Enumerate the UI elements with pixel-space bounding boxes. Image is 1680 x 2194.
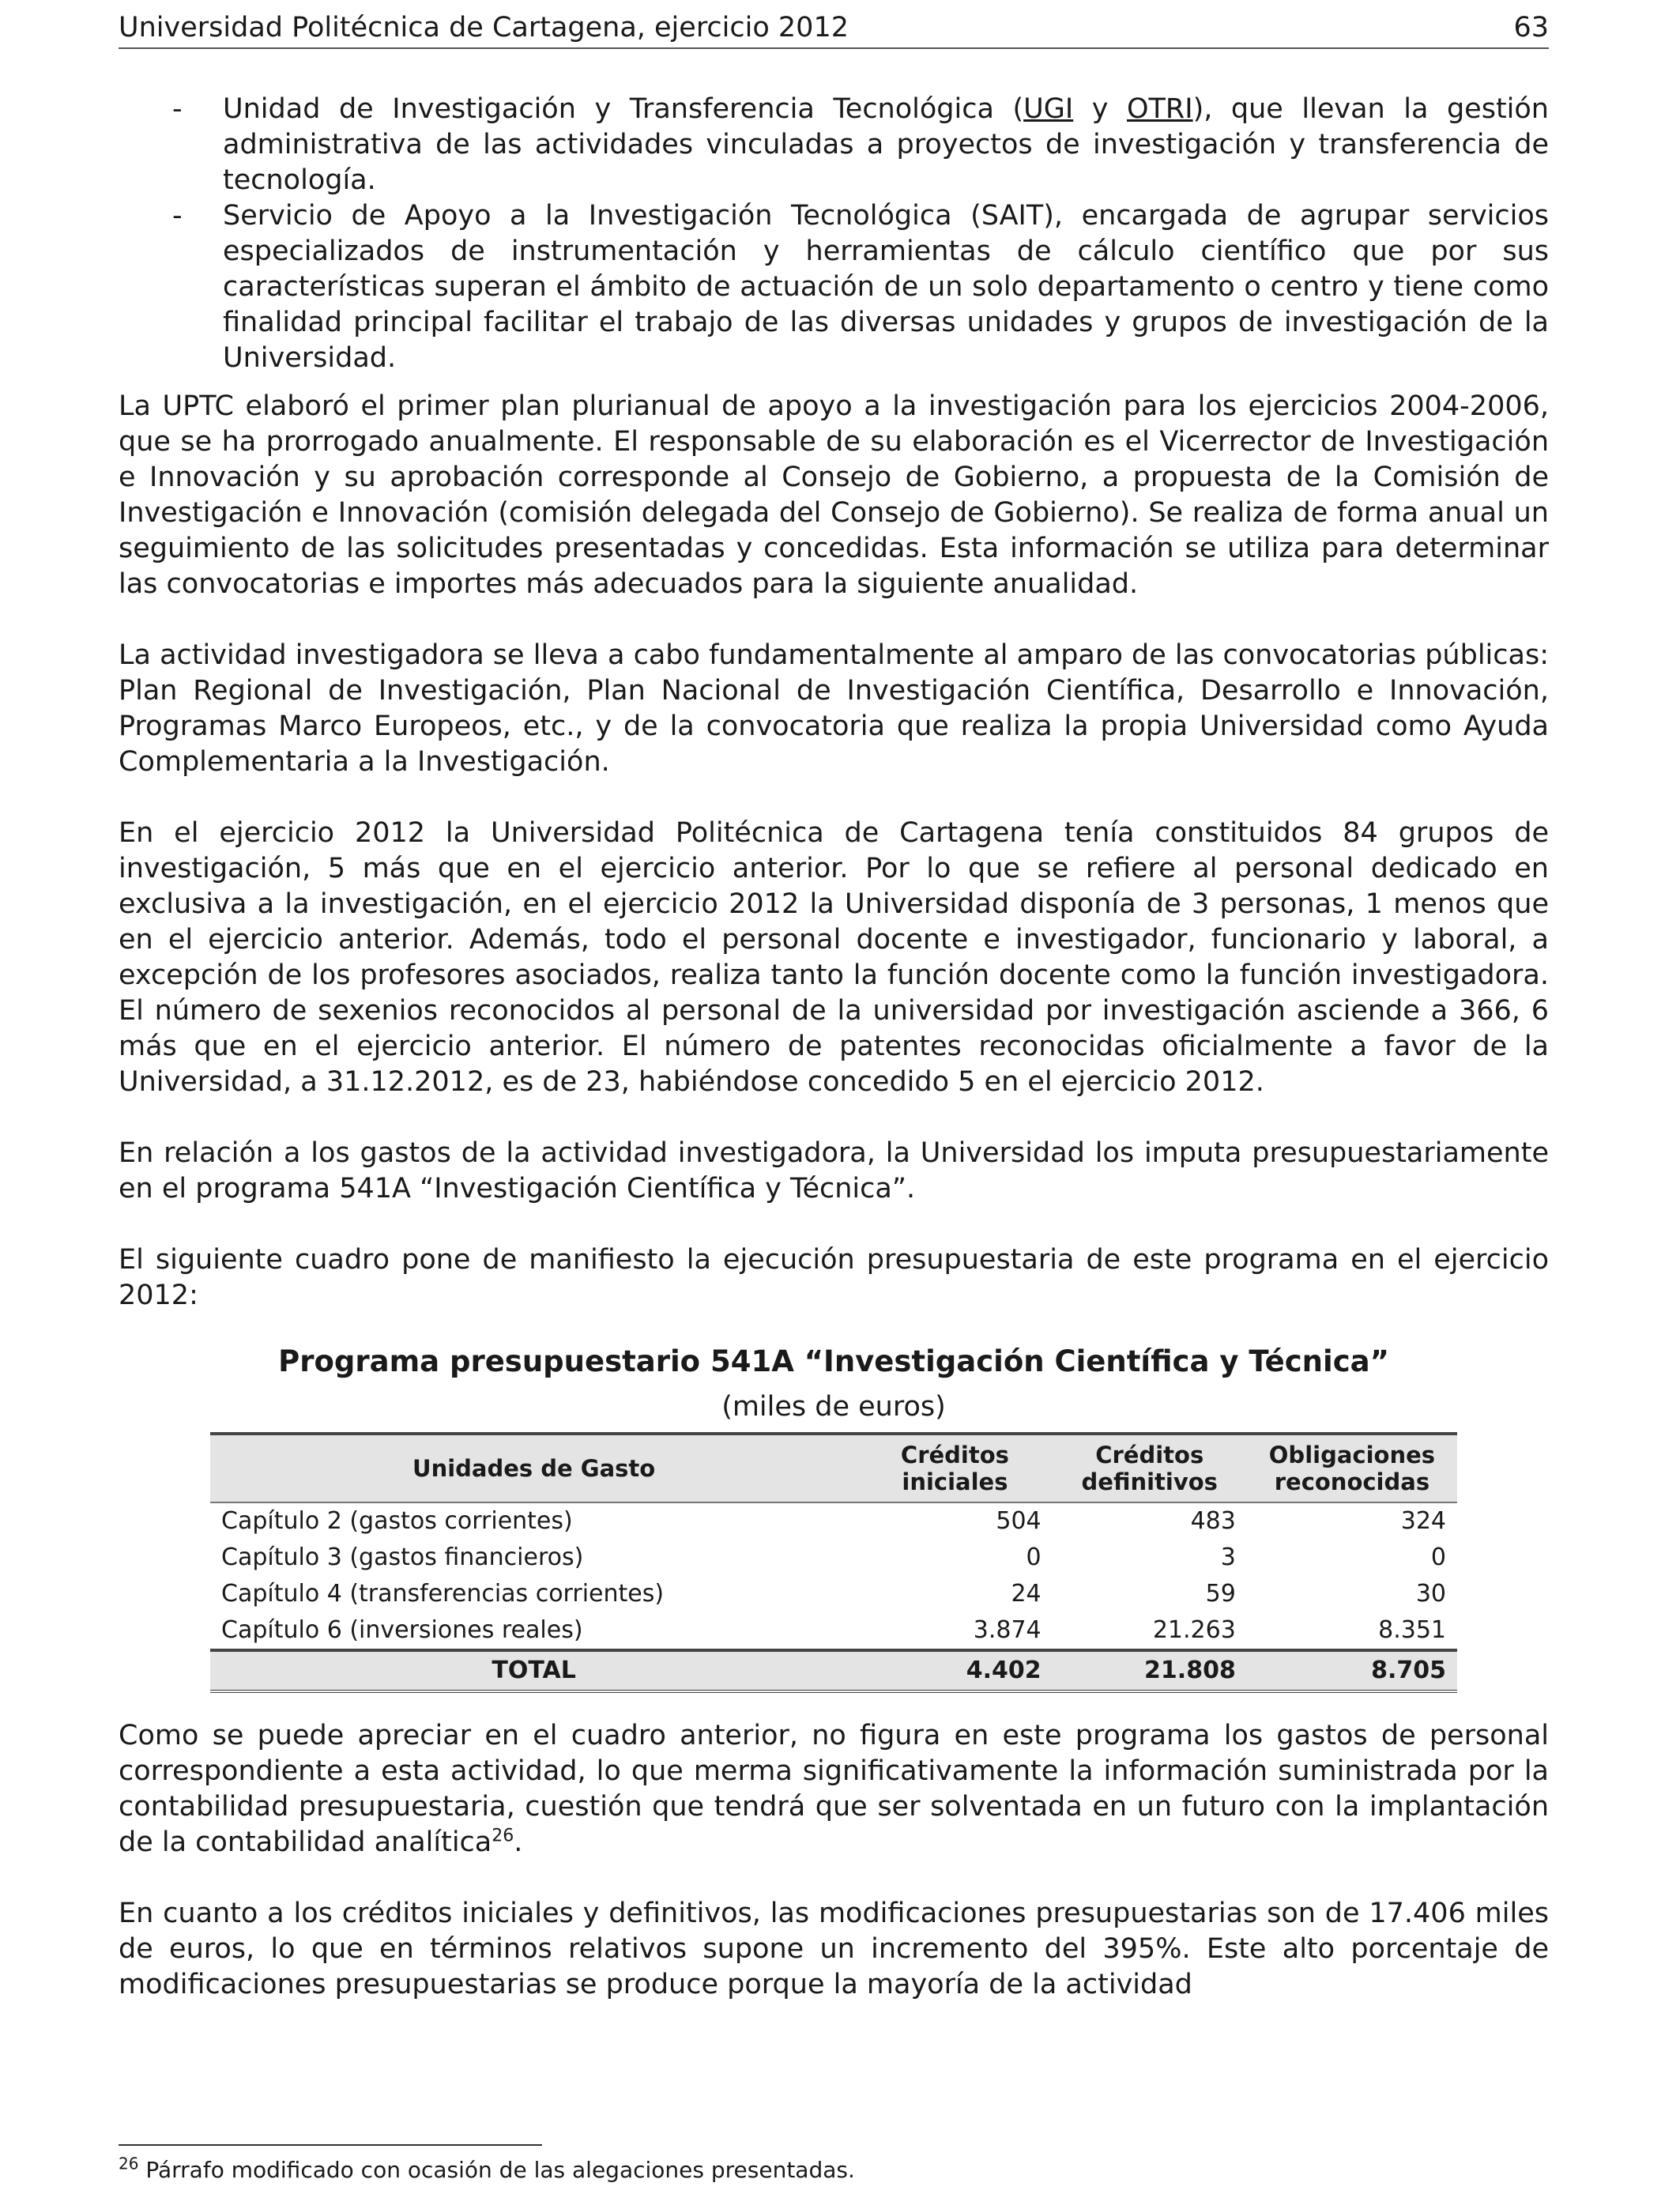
footnote-divider [119, 2144, 542, 2146]
table-row [210, 1612, 1457, 1650]
cell-value: 24 [1011, 1580, 1042, 1608]
list-item: - Servicio de Apoyo a la Investigación Tecnológica (SAIT), encargada de agrupar servicios especializados de instrumentación y herramientas de cálculo científico que por sus características superan el ámbito de actuación de un solo departamento o centro y tiene como finalidad principal facilitar el trabajo de las diversas unidades y grupos de investigación de la Universidad. [172, 200, 1549, 374]
footnote [119, 2154, 855, 2186]
cell-value: 504 [996, 1507, 1042, 1535]
row-label: Capítulo 6 (inversiones reales) [221, 1616, 583, 1644]
paragraph: El siguiente cuadro pone de manifiesto la ejecución presupuestaria de este programa en el ejercicio 2012: [119, 1244, 1549, 1311]
table-row [210, 1576, 1457, 1612]
table-row [210, 1540, 1457, 1576]
table-units: (miles de euros) [721, 1391, 946, 1423]
row-label: Capítulo 3 (gastos financieros) [221, 1544, 584, 1571]
cell-value: 8.351 [1378, 1616, 1446, 1644]
header-obligaciones: Obligaciones reconocidas [1247, 1434, 1457, 1502]
ugi-link[interactable]: UGI [1023, 93, 1074, 125]
cell-value: 324 [1400, 1507, 1446, 1535]
footnote-text: Párrafo modificado con ocasión de las alegaciones presentadas. [145, 2157, 855, 2183]
units-list [119, 92, 1549, 376]
table-row [210, 1502, 1457, 1540]
cell-value: 3 [1220, 1544, 1236, 1571]
cell-value: 59 [1205, 1580, 1236, 1608]
paragraph: En relación a los gastos de la actividad investigadora, la Universidad los imputa presupuestariamente en el programa 541A “Investigación Científica y Técnica”. [119, 1137, 1549, 1204]
otri-link[interactable]: OTRI [1127, 93, 1193, 125]
cell-value: 21.263 [1152, 1616, 1236, 1644]
budget-table-block [119, 1342, 1549, 1693]
paragraph: La actividad investigadora se lleva a cabo fundamentalmente al amparo de las convocatorias públicas: Plan Regional de Investigación, Plan Nacional de Investigación Científica, Desarrollo e Innovación, Programas Marco Europeos, etc., y de la convocatoria que realiza la propia Universidad como Ayuda Complementaria a la Investigación. [119, 639, 1549, 778]
total-value: 8.705 [1247, 1650, 1457, 1691]
cell-value: 0 [1430, 1544, 1446, 1571]
list-item: - Unidad de Investigación y Transferencia Tecnológica (UGI y OTRI), que llevan la gestión administrativa de las actividades vinculadas a proyectos de investigación y transferencia de tecnología. [172, 93, 1549, 196]
total-value: 4.402 [857, 1650, 1052, 1691]
dash-bullet: - [172, 93, 183, 125]
header-unidades: Unidades de Gasto [210, 1434, 857, 1502]
total-label: TOTAL [210, 1650, 857, 1691]
header-creditos-definitivos: Créditos definitivos [1053, 1434, 1247, 1502]
body-text [119, 92, 1549, 2003]
cell-value: 3.874 [973, 1616, 1042, 1644]
row-label: Capítulo 2 (gastos corrientes) [221, 1507, 573, 1535]
total-value: 21.808 [1053, 1650, 1247, 1691]
header-creditos-iniciales: Créditos iniciales [857, 1434, 1052, 1502]
budget-table [210, 1432, 1457, 1693]
page-header [119, 8, 1549, 49]
paragraph: En el ejercicio 2012 la Universidad Politécnica de Cartagena tenía constituidos 84 grupos de investigación, 5 más que en el ejercicio anterior. Por lo que se refiere al personal dedicado en exclusiva a la investigación, en el ejercicio 2012 la Universidad disponía de 3 personas, 1 menos que en el ejercicio anterior. Además, todo el personal docente e investigador, funcionario y laboral, a excepción de los profesores asociados, realiza tanto la función docente como la función investigadora. El número de sexenios reconocidos al personal de la universidad por investigación asciende a 366, 6 más que en el ejercicio anterior. El número de patentes reconocidas oficialmente a favor de la Universidad, a 31.12.2012, es de 23, habiéndose concedido 5 en el ejercicio 2012. [119, 817, 1549, 1098]
paragraph: En cuanto a los créditos iniciales y definitivos, las modificaciones presupuestarias son de 17.406 miles de euros, lo que en términos relativos supone un incremento del 395%. Este alto porcentaje de modificaciones presupuestarias se produce porque la mayoría de la actividad [119, 1898, 1549, 2000]
footnote-ref[interactable]: 26 [492, 1826, 514, 1846]
header-title: Universidad Politécnica de Cartagena, ejercicio 2012 [119, 12, 849, 43]
cell-value: 30 [1415, 1580, 1446, 1608]
row-label: Capítulo 4 (transferencias corrientes) [221, 1580, 665, 1608]
footnote-number: 26 [119, 2154, 139, 2173]
table-title: Programa presupuestario 541A “Investigación Científica y Técnica” [278, 1344, 1389, 1378]
cell-value: 483 [1190, 1507, 1236, 1535]
paragraph: La UPTC elaboró el primer plan plurianual de apoyo a la investigación para los ejercicios 2004-2006, que se ha prorrogado anualmente. El responsable de su elaboración es el Vicerrector de Investigación e Innovación y su aprobación corresponde al Consejo de Gobierno, a propuesta de la Comisión de Investigación e Innovación (comisión delegada del Consejo de Gobierno). Se realiza de forma anual un seguimiento de las solicitudes presentadas y concedidas. Esta información se utiliza para determinar las convocatorias e importes más adecuados para la siguiente anualidad. [119, 390, 1549, 600]
paragraph: Como se puede apreciar en el cuadro anterior, no figura en este programa los gastos de personal correspondiente a esta actividad, lo que merma significativamente la información suministrada por la contabilidad presupuestaria, cuestión que tendrá que ser solventada en un futuro con la implantación de la contabilidad analítica$^{26}$. [119, 1720, 1549, 1858]
page-number: 63 [1513, 12, 1549, 43]
cell-value: 0 [1026, 1544, 1042, 1571]
table-header-row [210, 1434, 1457, 1502]
table-total-row [210, 1650, 1457, 1691]
dash-bullet: - [172, 200, 183, 232]
